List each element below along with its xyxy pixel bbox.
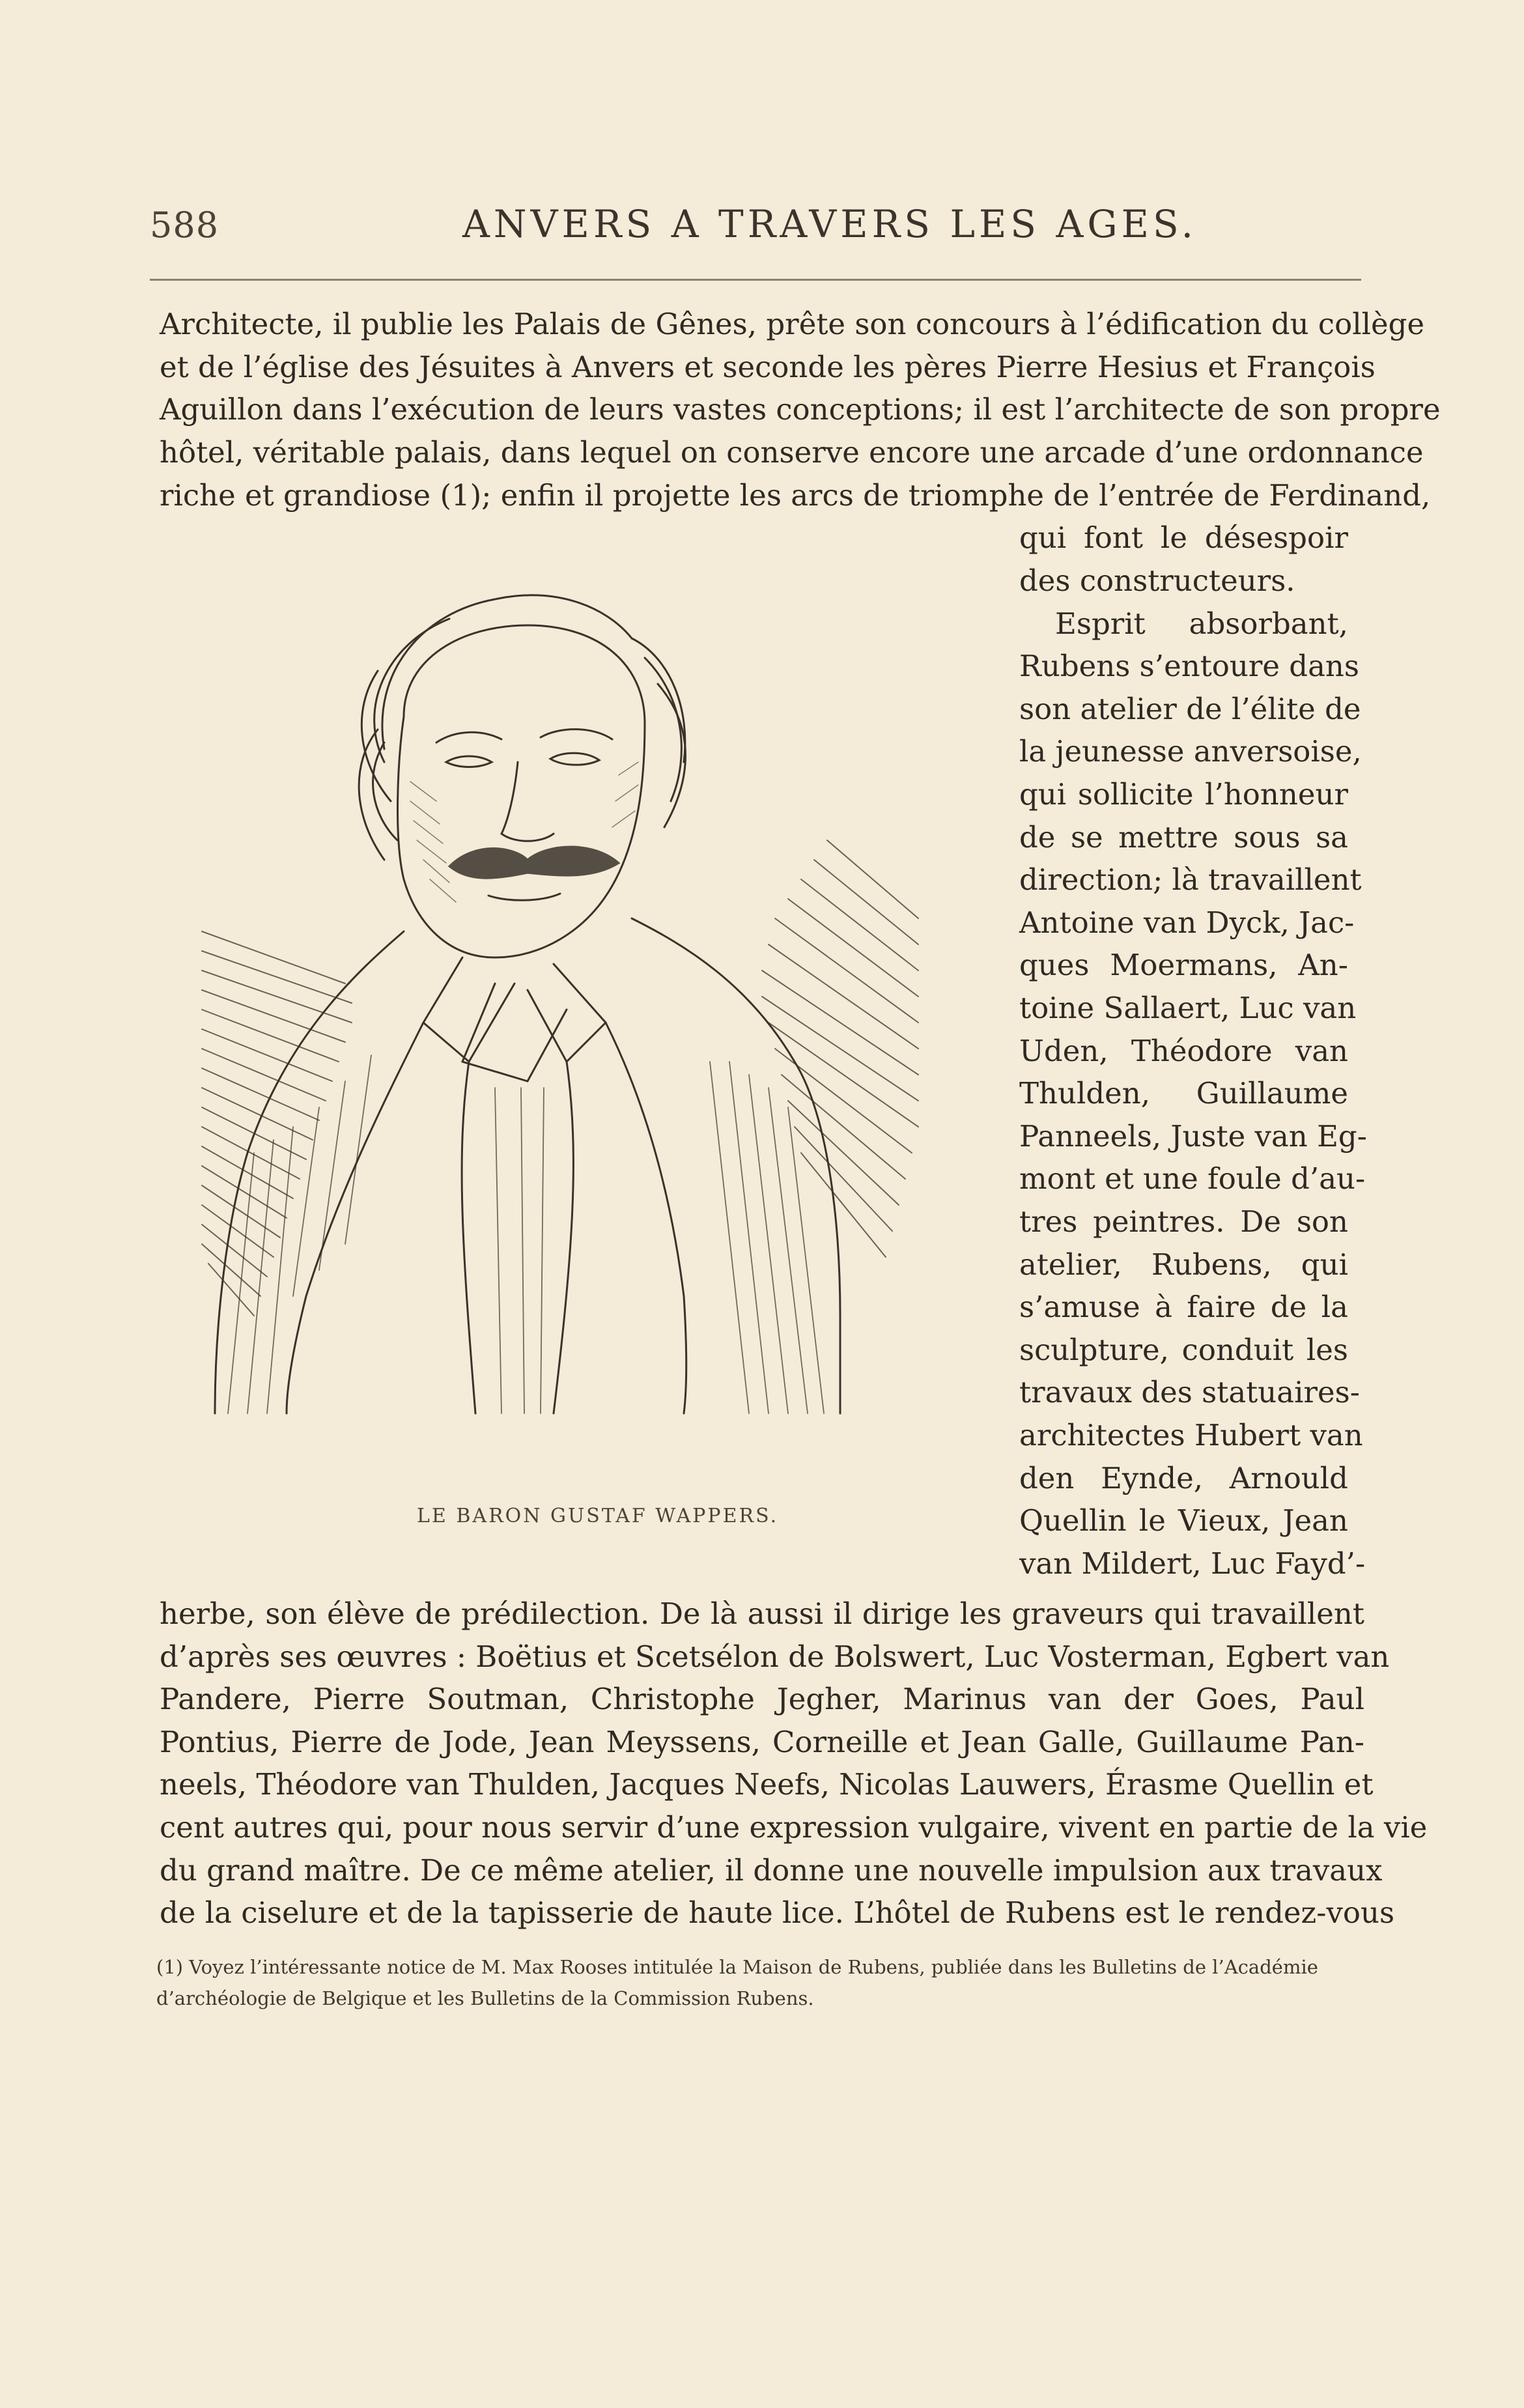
text-line: Pontius, Pierre de Jode, Jean Meyssens, Corneille et Jean Galle, Guillaume Pan- — [160, 1725, 1364, 1759]
text-line: den Eynde, Arnould — [1019, 1461, 1348, 1495]
header-rule — [150, 279, 1361, 281]
text-line: ques Moermans, An- — [1019, 948, 1348, 982]
text-line: hôtel, véritable palais, dans lequel on conserve encore une arcade d’une ordonnance — [160, 435, 1424, 470]
text-line: de la ciselure et de la tapisserie de haute lice. L’hôtel de Rubens est le rendez-vous — [160, 1895, 1395, 1930]
text-line: mont et une foule d’au- — [1019, 1161, 1366, 1196]
text-line: qui font le désespoir — [1019, 520, 1348, 555]
text-line: Architecte, il publie les Palais de Gênes, prête son concours à l’édification du collège — [160, 307, 1425, 341]
text-line: Quellin le Vieux, Jean — [1019, 1503, 1348, 1538]
text-line: Rubens s’entoure dans — [1019, 649, 1360, 683]
text-line: Thulden, Guillaume — [1019, 1076, 1348, 1111]
portrait-engraving — [189, 567, 970, 1472]
text-line: riche et grandiose (1); enfin il projette les arcs de triomphe de l’entrée de Ferdinand, — [160, 478, 1431, 513]
text-line: d’après ses œuvres : Boëtius et Scetsélon de Bolswert, Luc Vosterman, Egbert van — [160, 1639, 1390, 1674]
text-line: toine Sallaert, Luc van — [1019, 991, 1357, 1025]
text-line: et de l’église des Jésuites à Anvers et seconde les pères Pierre Hesius et François — [160, 350, 1376, 384]
text-line: s’amuse à faire de la — [1019, 1290, 1348, 1324]
text-line: atelier, Rubens, qui — [1019, 1247, 1348, 1282]
page-header — [150, 202, 1361, 254]
text-line: Pandere, Pierre Soutman, Christophe Jegher, Marinus van der Goes, Paul — [160, 1682, 1364, 1716]
text-line: son atelier de l’élite de — [1019, 692, 1361, 726]
text-line: herbe, son élève de prédilection. De là aussi il dirige les graveurs qui travaillent — [160, 1596, 1364, 1631]
text-line: cent autres qui, pour nous servir d’une expression vulgaire, vivent en partie de la vie — [160, 1810, 1428, 1845]
text-line: sculpture, conduit les — [1019, 1333, 1348, 1367]
text-line: qui sollicite l’honneur — [1019, 777, 1348, 812]
footnote-line: d’archéologie de Belgique et les Bulletins de la Commission Rubens. — [156, 1987, 814, 2009]
text-line: travaux des statuaires- — [1019, 1375, 1360, 1409]
text-line: la jeunesse anversoise, — [1019, 734, 1362, 769]
text-line: Panneels, Juste van Eg- — [1019, 1119, 1367, 1154]
text-line: neels, Théodore van Thulden, Jacques Neefs, Nicolas Lauwers, Érasme Quellin et — [160, 1767, 1374, 1802]
footnote-line: (1) Voyez l’intéressante notice de M. Max Rooses intitulée la Maison de Rubens, publiée dans les Bulletins de l’Académie — [156, 1956, 1318, 1978]
text-line: tres peintres. De son — [1019, 1204, 1348, 1239]
text-line: des constructeurs. — [1019, 563, 1295, 598]
portrait-caption: LE BARON GUSTAF WAPPERS. — [417, 1505, 779, 1527]
text-line: Aguillon dans l’exécution de leurs vastes conceptions; il est l’architecte de son propre — [160, 392, 1441, 427]
text-line: Antoine van Dyck, Jac- — [1019, 905, 1355, 940]
running-title: ANVERS A TRAVERS LES AGES. — [462, 202, 1198, 246]
page-number: 588 — [150, 205, 219, 246]
text-line: van Mildert, Luc Fayd’- — [1019, 1546, 1366, 1581]
text-line: Uden, Théodore van — [1019, 1034, 1348, 1068]
text-line: architectes Hubert van — [1019, 1418, 1363, 1452]
text-line: direction; là travaillent — [1019, 862, 1362, 897]
text-line: de se mettre sous sa — [1019, 820, 1348, 855]
text-line: du grand maître. De ce même atelier, il donne une nouvelle impulsion aux travaux — [160, 1853, 1383, 1888]
text-line: Esprit absorbant, — [1055, 606, 1348, 641]
